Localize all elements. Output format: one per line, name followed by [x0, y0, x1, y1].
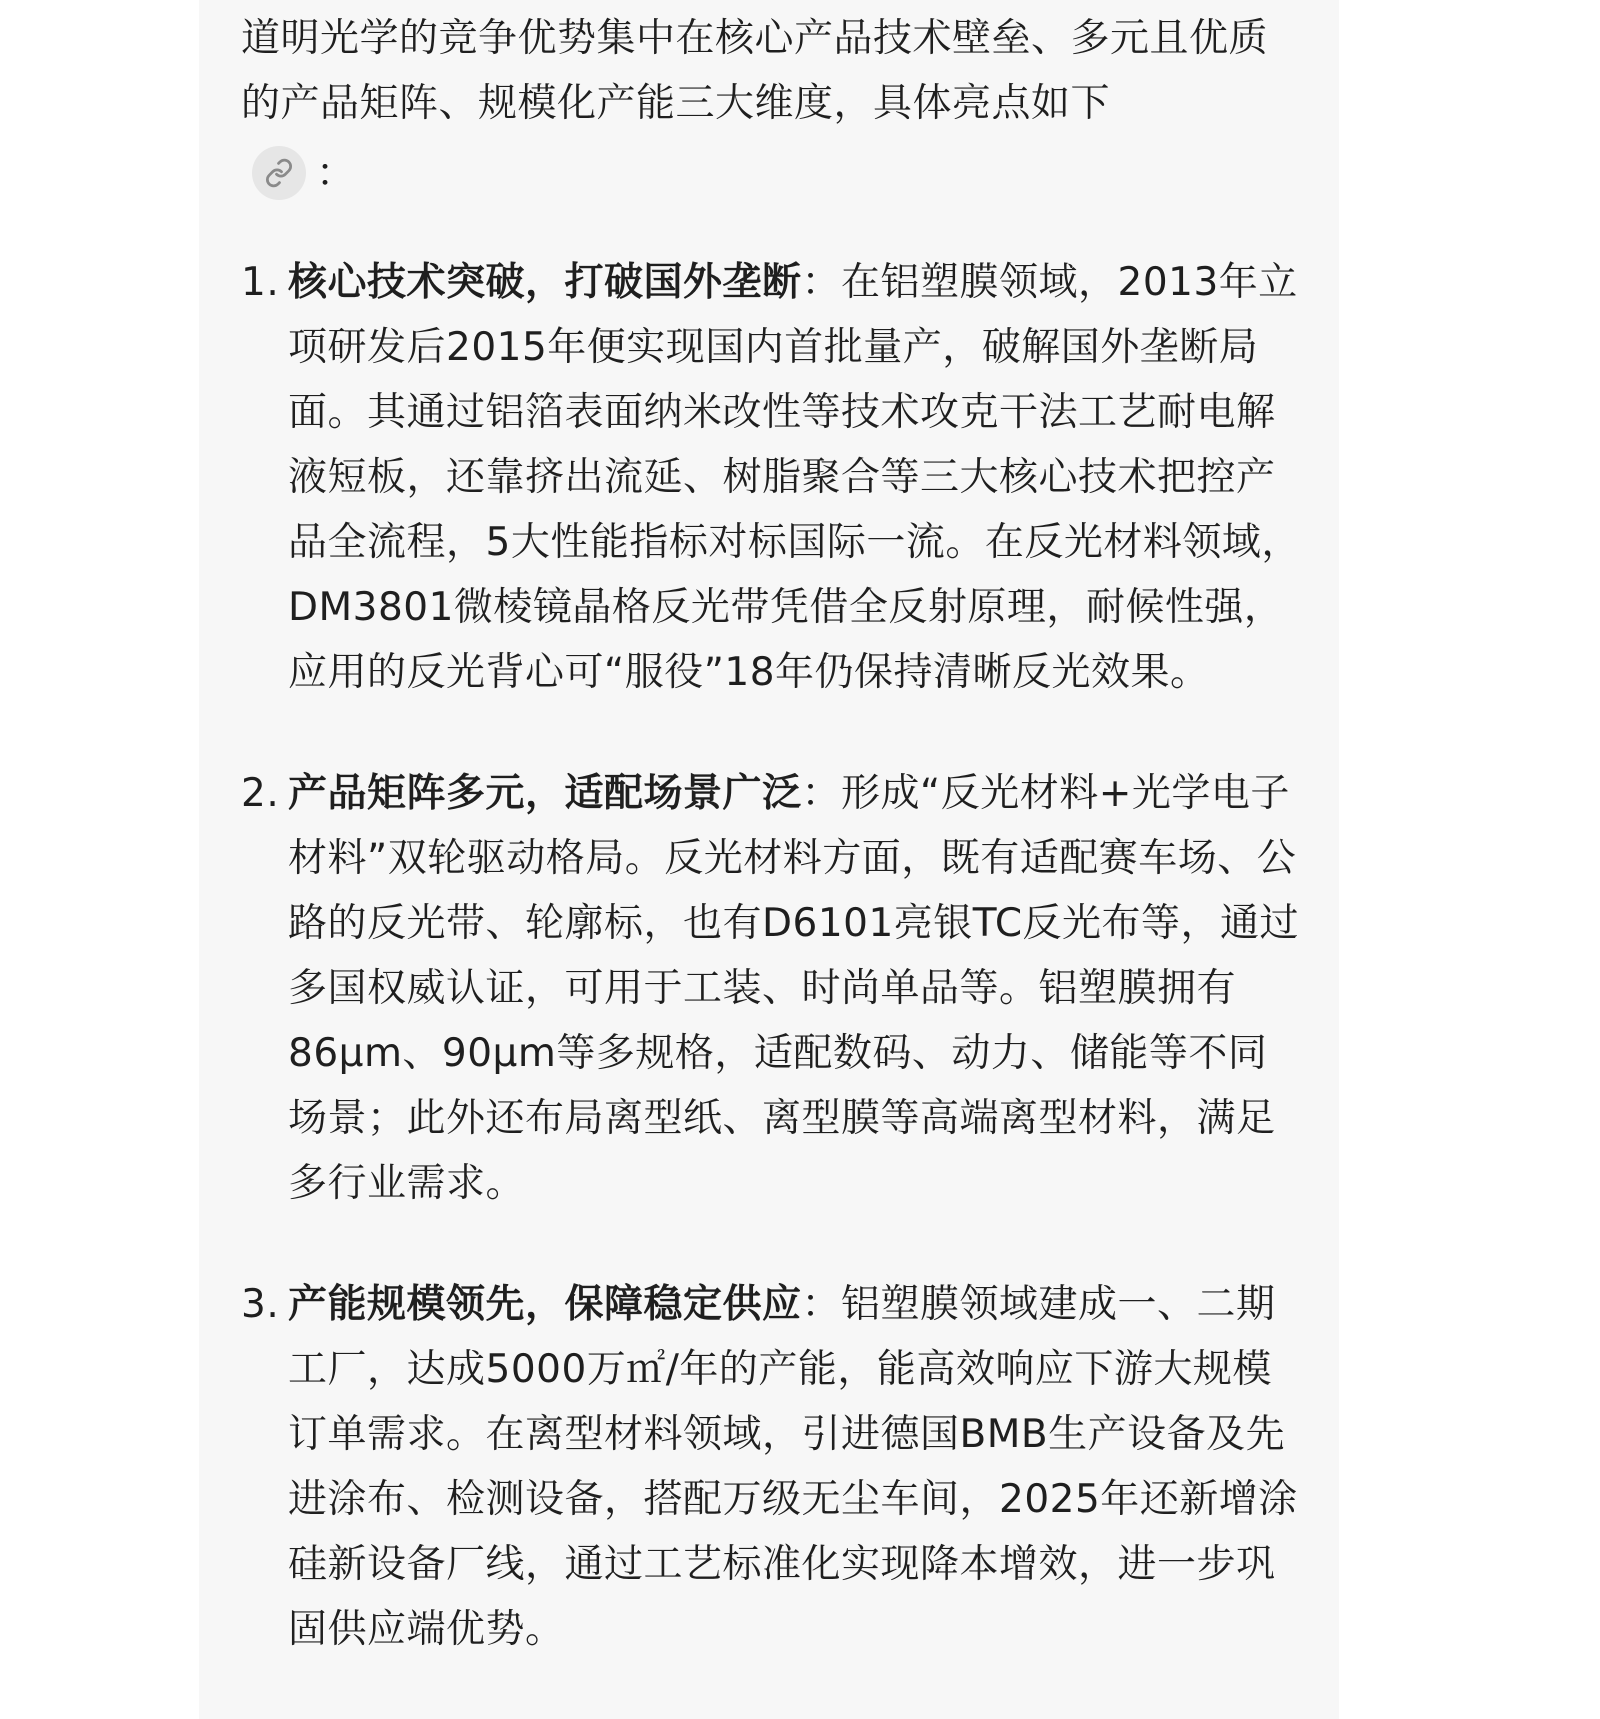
- answer-content: [241, 0, 1305, 1718]
- advantage-list: [241, 250, 1305, 1662]
- list-item-body: 在铝塑膜领域，2013年立项研发后2015年便实现国内首批量产，破解国外垄断局面。其通过铝箔表面纳米改性等技术攻克干法工艺耐电解液短板，还靠挤出流延、树脂聚合等三大核心技术把控产品全流程，5大性能指标对标国际一流。在反光材料领域，DM3801微棱镜晶格反光带凭借全反射原理，耐候性强，应用的反光背心可“服役”18年仍保持清晰反光效果。: [288, 260, 1301, 695]
- list-item-title: 产能规模领先，保障稳定供应: [288, 1282, 802, 1327]
- list-item-title: 产品矩阵多元，适配场景广泛: [288, 771, 802, 816]
- link-icon[interactable]: [252, 146, 306, 200]
- list-item: [241, 761, 1305, 1216]
- citation-row: [241, 138, 1305, 208]
- intro-paragraph: 道明光学的竞争优势集中在核心产品技术壁垒、多元且优质的产品矩阵、规模化产能三大维度，具体亮点如下: [241, 16, 1269, 126]
- list-item: [241, 250, 1305, 705]
- citation-colon: ：: [316, 150, 356, 196]
- list-item-colon: ：: [801, 260, 842, 305]
- answer-card: [199, 0, 1339, 1719]
- list-item-number: 3.: [241, 1282, 280, 1327]
- list-item-title: 核心技术突破，打破国外垄断: [288, 260, 802, 305]
- list-item-number: 2.: [241, 771, 280, 816]
- list-item-number: 1.: [241, 260, 280, 305]
- list-item-body: 形成“反光材料+光学电子材料”双轮驱动格局。反光材料方面，既有适配赛车场、公路的反光带、轮廓标，也有D6101亮银TC反光布等，通过多国权威认证，可用于工装、时尚单品等。铝塑膜拥有86μm、90μm等多规格，适配数码、动力、储能等不同场景；此外还布局离型纸、离型膜等高端离型材料，满足多行业需求。: [288, 771, 1300, 1206]
- list-item: [241, 1272, 1305, 1662]
- list-item-colon: ：: [801, 1282, 842, 1327]
- list-item-colon: ：: [801, 771, 842, 816]
- list-item-body: 铝塑膜领域建成一、二期工厂，达成5000万㎡/年的产能，能高效响应下游大规模订单需求。在离型材料领域，引进德国BMB生产设备及先进涂布、检测设备，搭配万级无尘车间，2025年还新增涂硅新设备厂线，通过工艺标准化实现降本增效，进一步巩固供应端优势。: [288, 1282, 1298, 1652]
